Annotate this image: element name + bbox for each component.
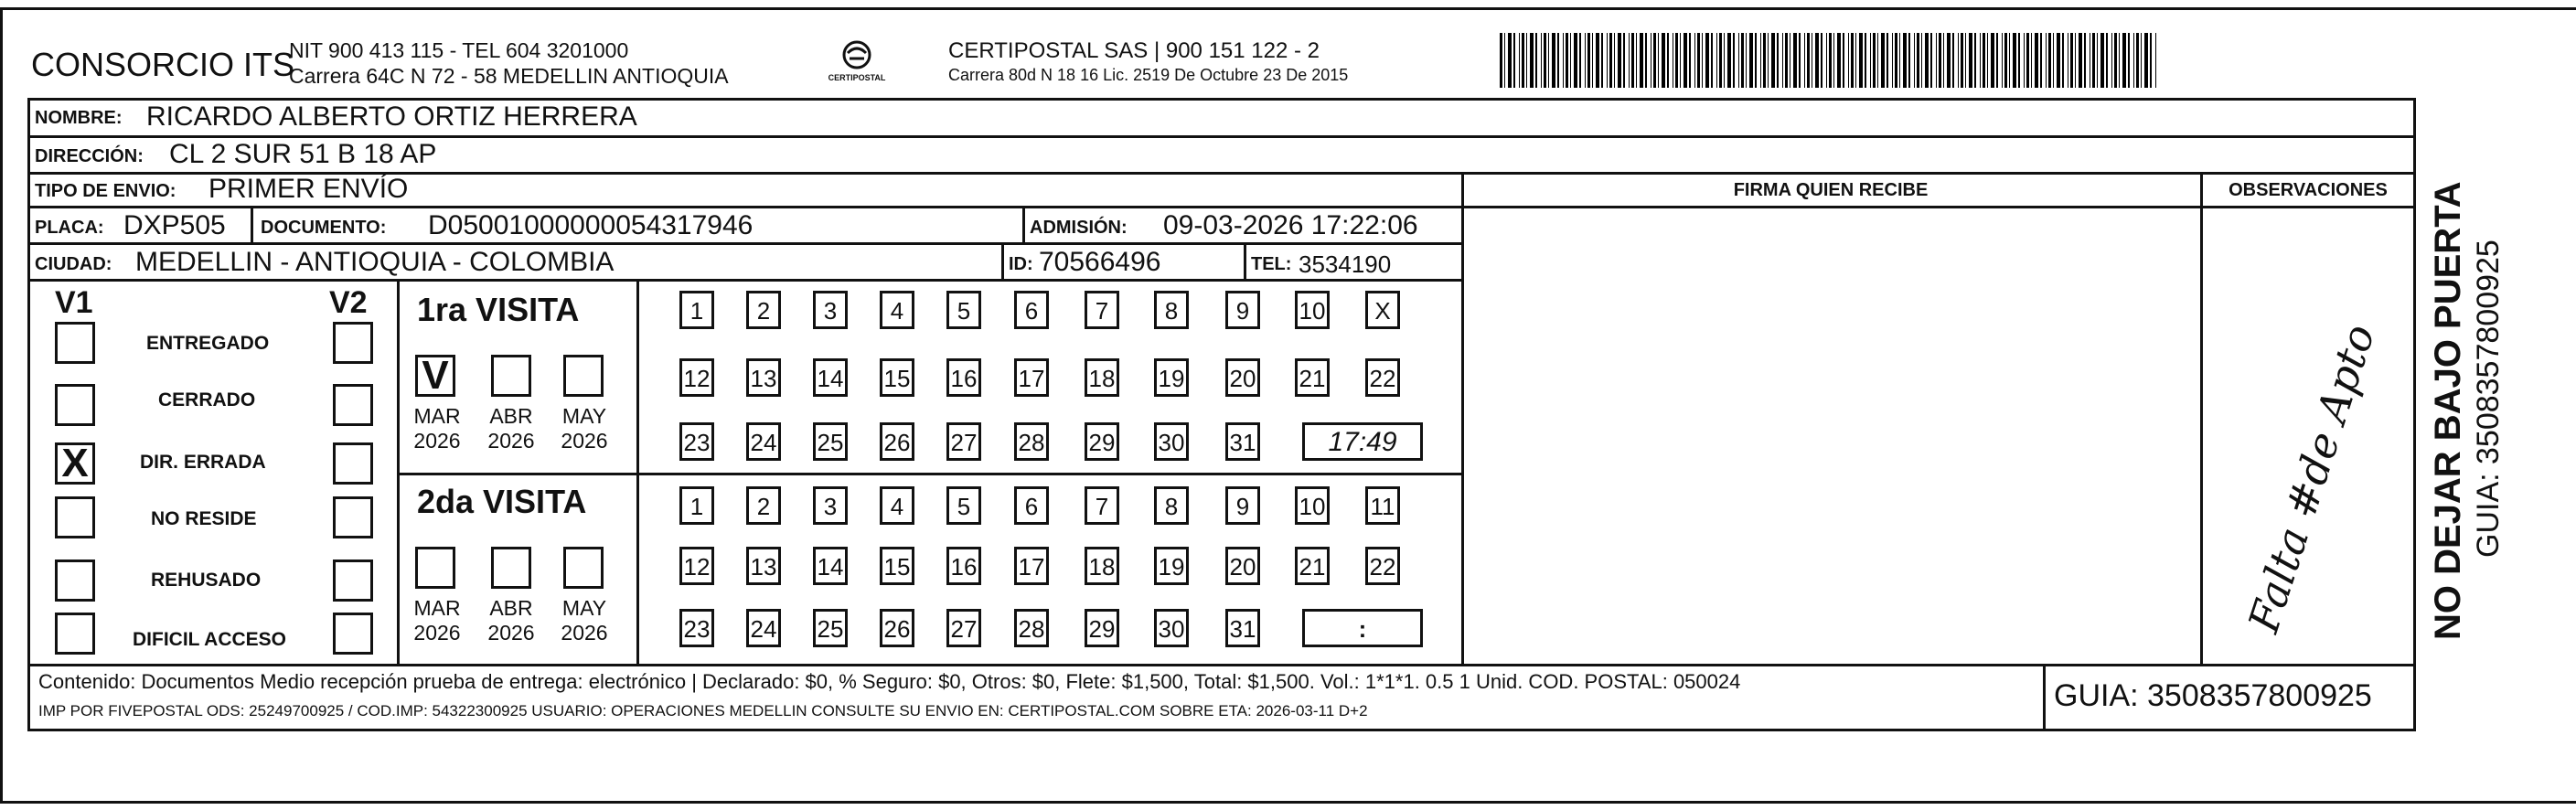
second-visit-day-16[interactable]: 16 bbox=[946, 547, 981, 585]
certipostal-logo bbox=[828, 37, 886, 91]
second-month-label-abr: ABR 2026 bbox=[487, 596, 535, 645]
first-visit-day-21[interactable]: 21 bbox=[1295, 358, 1330, 397]
v1-checkbox-entregado[interactable] bbox=[55, 322, 95, 364]
v1-checkbox-dir-errada[interactable] bbox=[55, 442, 95, 485]
direccion-label: DIRECCIÓN: bbox=[35, 146, 144, 166]
second-visit-day-9[interactable]: 9 bbox=[1225, 486, 1260, 525]
second-visit-day-12[interactable]: 12 bbox=[679, 547, 714, 585]
tel-label: TEL: bbox=[1251, 254, 1292, 274]
ciudad-label: CIUDAD: bbox=[35, 254, 112, 274]
first-month-box-abr[interactable] bbox=[491, 355, 531, 397]
id-value: 70566496 bbox=[1039, 247, 1161, 277]
carrier-line-2: Carrera 80d N 18 16 Lic. 2519 De Octubre 23 De 2015 bbox=[948, 66, 1349, 84]
carrier-line-1: CERTIPOSTAL SAS | 900 151 122 - 2 bbox=[948, 38, 1320, 63]
direccion-value: CL 2 SUR 51 B 18 AP bbox=[169, 139, 437, 169]
admision-separator bbox=[1022, 206, 1025, 242]
status-dir-errada: DIR. ERRADA bbox=[140, 452, 266, 473]
second-visit-day-5[interactable]: 5 bbox=[946, 486, 981, 525]
first-visit-day-12[interactable]: 12 bbox=[679, 358, 714, 397]
id-separator bbox=[1001, 242, 1004, 279]
row-line-1 bbox=[27, 135, 2416, 138]
v1-checkbox-no-reside[interactable] bbox=[55, 496, 95, 538]
first-month-box-may[interactable] bbox=[563, 355, 604, 397]
firma-label: FIRMA QUIEN RECIBE bbox=[1733, 180, 1929, 200]
tipo-envio-label: TIPO DE ENVIO: bbox=[35, 181, 176, 201]
company-line-2: Carrera 64C N 72 - 58 MEDELLIN ANTIOQUIA bbox=[289, 64, 729, 88]
certipostal-logo-icon bbox=[828, 37, 886, 91]
placa-value: DXP505 bbox=[123, 210, 226, 240]
second-visit-day-10[interactable]: 10 bbox=[1295, 486, 1330, 525]
observaciones-note-area bbox=[2204, 318, 2420, 639]
status-no-reside: NO RESIDE bbox=[151, 508, 257, 529]
first-visit-day-17[interactable]: 17 bbox=[1014, 358, 1049, 397]
v2-label: V2 bbox=[329, 285, 368, 320]
second-visit-title: 2da VISITA bbox=[417, 483, 587, 520]
first-month-label-mar: MAR 2026 bbox=[413, 404, 461, 453]
second-visit-day-1[interactable]: 1 bbox=[679, 486, 714, 525]
first-visit-day-5[interactable]: 5 bbox=[946, 291, 981, 329]
observaciones-column-line bbox=[2200, 172, 2203, 666]
second-month-box-mar[interactable] bbox=[415, 547, 455, 589]
first-visit-time-box[interactable]: 17:49 bbox=[1302, 422, 1423, 461]
second-visit-day-30[interactable]: 30 bbox=[1154, 609, 1189, 647]
row-line-3 bbox=[27, 206, 2416, 208]
second-month-label-mar: MAR 2026 bbox=[413, 596, 461, 645]
second-visit-day-22[interactable]: 22 bbox=[1365, 547, 1400, 585]
first-month-box-mar[interactable] bbox=[415, 355, 455, 397]
v1-checkbox-dificil-acceso[interactable] bbox=[55, 613, 95, 655]
second-visit-time-box[interactable]: : bbox=[1302, 609, 1423, 647]
barcode bbox=[1500, 33, 2158, 88]
second-visit-day-14[interactable]: 14 bbox=[813, 547, 848, 585]
second-visit-day-11[interactable]: 11 bbox=[1365, 486, 1400, 525]
company-name: CONSORCIO ITS bbox=[31, 46, 295, 83]
tipo-envio-value: PRIMER ENVÍO bbox=[208, 174, 409, 204]
second-month-box-abr[interactable] bbox=[491, 547, 531, 589]
second-visit-day-13[interactable]: 13 bbox=[746, 547, 781, 585]
second-visit-day-19[interactable]: 19 bbox=[1154, 547, 1189, 585]
first-visit-day-24[interactable]: 24 bbox=[746, 422, 781, 461]
second-visit-day-4[interactable]: 4 bbox=[880, 486, 914, 525]
first-visit-day-9[interactable]: 9 bbox=[1225, 291, 1260, 329]
first-visit-day-20[interactable]: 20 bbox=[1225, 358, 1260, 397]
second-visit-day-2[interactable]: 2 bbox=[746, 486, 781, 525]
left-edge-line bbox=[0, 7, 3, 804]
top-edge-line bbox=[0, 7, 2576, 10]
footer-line-1: Contenido: Documentos Medio recepción prueba de entrega: electrónico | Declarado: $0, % Seguro: $0, Otros: $0, Flete: $1,500, Total: $1,500. Vol.: 1*1*1. 0.5 1 Unid. COD. POSTAL: 050024 bbox=[38, 670, 1741, 693]
nombre-value: RICARDO ALBERTO ORTIZ HERRERA bbox=[146, 101, 637, 132]
first-visit-day-16[interactable]: 16 bbox=[946, 358, 981, 397]
second-visit-day-31[interactable]: 31 bbox=[1225, 609, 1260, 647]
documento-label: DOCUMENTO: bbox=[261, 218, 387, 238]
first-visit-day-8[interactable]: 8 bbox=[1154, 291, 1189, 329]
v2-checkbox-dificil-acceso[interactable] bbox=[333, 613, 373, 655]
company-line-1: NIT 900 413 115 - TEL 604 3201000 bbox=[289, 38, 629, 62]
firma-column-line bbox=[1461, 172, 1464, 666]
admision-value: 09-03-2026 17:22:06 bbox=[1163, 210, 1418, 240]
second-visit-day-23[interactable]: 23 bbox=[679, 609, 714, 647]
second-visit-day-6[interactable]: 6 bbox=[1014, 486, 1049, 525]
first-visit-day-13[interactable]: 13 bbox=[746, 358, 781, 397]
second-visit-day-26[interactable]: 26 bbox=[880, 609, 914, 647]
second-month-label-may: MAY 2026 bbox=[561, 596, 608, 645]
second-visit-day-21[interactable]: 21 bbox=[1295, 547, 1330, 585]
first-visit-day-6[interactable]: 6 bbox=[1014, 291, 1049, 329]
first-month-label-abr: ABR 2026 bbox=[487, 404, 535, 453]
first-visit-day-2[interactable]: 2 bbox=[746, 291, 781, 329]
first-visit-day-28[interactable]: 28 bbox=[1014, 422, 1049, 461]
v1-checkbox-cerrado[interactable] bbox=[55, 384, 95, 426]
visit-split-line bbox=[397, 473, 1461, 475]
v1-checkbox-rehusado[interactable] bbox=[55, 560, 95, 602]
v2-checkbox-no-reside[interactable] bbox=[333, 496, 373, 538]
row-line-4 bbox=[27, 242, 1463, 245]
placa-separator bbox=[251, 206, 253, 242]
second-visit-day-18[interactable]: 18 bbox=[1085, 547, 1119, 585]
first-visit-day-7[interactable]: 7 bbox=[1085, 291, 1119, 329]
first-visit-day-25[interactable]: 25 bbox=[813, 422, 848, 461]
first-visit-day-11[interactable]: X bbox=[1365, 291, 1400, 329]
documento-value: D05001000000054317946 bbox=[428, 210, 754, 240]
second-visit-day-3[interactable]: 3 bbox=[813, 486, 848, 525]
observaciones-note: Falta #de Apto bbox=[2238, 318, 2385, 639]
bottom-edge-line bbox=[0, 801, 2576, 804]
first-visit-day-4[interactable]: 4 bbox=[880, 291, 914, 329]
first-visit-title: 1ra VISITA bbox=[417, 291, 580, 328]
first-month-mark-mar: V bbox=[422, 353, 449, 398]
second-visit-day-20[interactable]: 20 bbox=[1225, 547, 1260, 585]
tel-value: 3534190 bbox=[1299, 250, 1392, 278]
first-visit-day-27[interactable]: 27 bbox=[946, 422, 981, 461]
second-visit-day-25[interactable]: 25 bbox=[813, 609, 848, 647]
first-visit-day-18[interactable]: 18 bbox=[1085, 358, 1119, 397]
first-visit-day-15[interactable]: 15 bbox=[880, 358, 914, 397]
logo-text: CERTIPOSTAL bbox=[828, 73, 886, 82]
second-visit-day-27[interactable]: 27 bbox=[946, 609, 981, 647]
observaciones-label: OBSERVACIONES bbox=[2229, 180, 2388, 200]
tel-separator bbox=[1244, 242, 1246, 279]
second-visit-day-8[interactable]: 8 bbox=[1154, 486, 1189, 525]
row-line-5 bbox=[27, 279, 1463, 282]
footer-guia-divider bbox=[2043, 664, 2046, 731]
v1-dir-errada-mark: X bbox=[61, 441, 89, 485]
second-visit-day-29[interactable]: 29 bbox=[1085, 609, 1119, 647]
first-visit-day-14[interactable]: 14 bbox=[813, 358, 848, 397]
nombre-label: NOMBRE: bbox=[35, 108, 123, 128]
no-dejar-warning: NO DEJAR BAJO PUERTA bbox=[2428, 181, 2468, 640]
first-visit-day-30[interactable]: 30 bbox=[1154, 422, 1189, 461]
first-visit-day-3[interactable]: 3 bbox=[813, 291, 848, 329]
second-visit-day-15[interactable]: 15 bbox=[880, 547, 914, 585]
first-visit-day-23[interactable]: 23 bbox=[679, 422, 714, 461]
v2-checkbox-entregado[interactable] bbox=[333, 322, 373, 364]
status-dificil-acceso: DIFICIL ACCESO bbox=[133, 629, 287, 650]
id-label: ID: bbox=[1009, 254, 1033, 274]
first-visit-day-22[interactable]: 22 bbox=[1365, 358, 1400, 397]
second-month-box-may[interactable] bbox=[563, 547, 604, 589]
v2-checkbox-dir-errada[interactable] bbox=[333, 442, 373, 485]
admision-label: ADMISIÓN: bbox=[1030, 218, 1128, 238]
status-entregado: ENTREGADO bbox=[146, 333, 270, 354]
first-visit-day-26[interactable]: 26 bbox=[880, 422, 914, 461]
first-month-label-may: MAY 2026 bbox=[561, 404, 608, 453]
second-visit-day-7[interactable]: 7 bbox=[1085, 486, 1119, 525]
ciudad-value: MEDELLIN - ANTIOQUIA - COLOMBIA bbox=[135, 247, 615, 277]
v2-checkbox-rehusado[interactable] bbox=[333, 560, 373, 602]
first-visit-day-31[interactable]: 31 bbox=[1225, 422, 1260, 461]
second-visit-day-17[interactable]: 17 bbox=[1014, 547, 1049, 585]
v2-checkbox-cerrado[interactable] bbox=[333, 384, 373, 426]
placa-label: PLACA: bbox=[35, 218, 104, 238]
v1-label: V1 bbox=[55, 285, 93, 320]
first-visit-day-29[interactable]: 29 bbox=[1085, 422, 1119, 461]
status-rehusado: REHUSADO bbox=[151, 570, 262, 591]
status-cerrado: CERRADO bbox=[158, 389, 256, 410]
second-visit-day-28[interactable]: 28 bbox=[1014, 609, 1049, 647]
first-visit-day-19[interactable]: 19 bbox=[1154, 358, 1189, 397]
first-visit-day-10[interactable]: 10 bbox=[1295, 291, 1330, 329]
footer-line-2: IMP POR FIVEPOSTAL ODS: 25249700925 / COD.IMP: 54322300925 USUARIO: OPERACIONES MEDELLIN CONSULTE SU ENVIO EN: CERTIPOSTAL.COM SOBRE ETA: 2026-03-11 D+2 bbox=[38, 702, 1368, 719]
second-visit-day-24[interactable]: 24 bbox=[746, 609, 781, 647]
first-visit-day-1[interactable]: 1 bbox=[679, 291, 714, 329]
footer-guia: GUIA: 3508357800925 bbox=[2054, 678, 2372, 713]
side-guia: GUIA: 3508357800925 bbox=[2471, 240, 2506, 558]
